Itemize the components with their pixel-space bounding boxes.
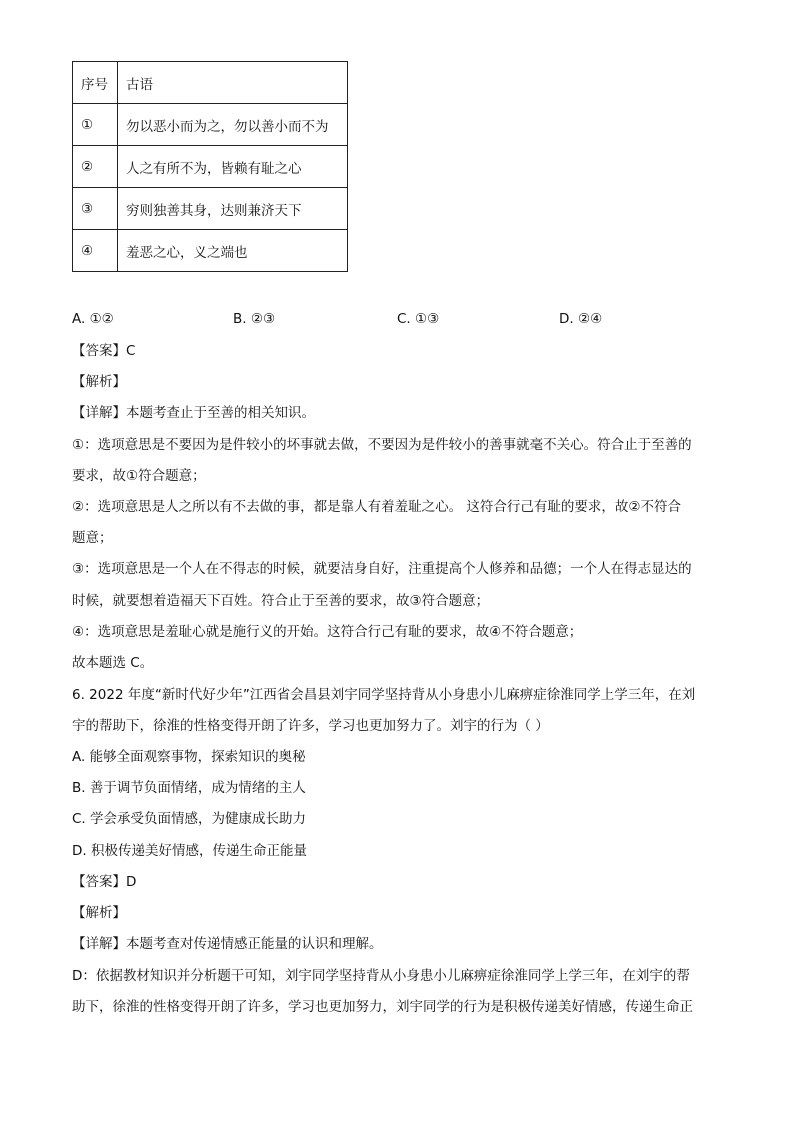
q6-option-a: A. 能够全面观察事物，探索知识的奥秘 (72, 749, 306, 765)
q5-option-b: B. ②③ (233, 311, 276, 327)
q6-option-b: B. 善于调节负面情绪，成为情绪的主人 (72, 780, 306, 796)
table-cell-text: 勿以恶小而为之，勿以善小而不为 (118, 104, 348, 146)
table-row (73, 146, 348, 188)
ancient-sayings-table (72, 61, 348, 272)
q5-analysis-label: 【解析】 (72, 374, 126, 390)
table-cell-text: 羞恶之心，义之端也 (118, 230, 348, 272)
table-row (73, 230, 348, 272)
table-cell-num: ③ (73, 188, 118, 230)
q5-detail-line: ②：选项意思是人之所以有不去做的事，都是靠人有着羞耻之心。 这符合行己有耻的要求，故②不符合 (72, 499, 681, 515)
q5-detail-line: ④：选项意思是羞耻心就是施行义的开始。这符合行己有耻的要求，故④不符合题意； (72, 624, 583, 640)
q6-detail-line: 【详解】本题考查对传递情感正能量的认识和理解。 (72, 936, 383, 952)
q5-detail-line: ①：选项意思是不要因为是件较小的坏事就去做，不要因为是件较小的善事就毫不关心。符合止于至善的 (72, 437, 692, 453)
q6-option-d: D. 积极传递美好情感，传递生命正能量 (72, 843, 307, 859)
q6-detail-line: D：依据教材知识并分析题干可知，刘宇同学坚持背从小身患小儿麻痹症徐淮同学上学三年，在刘宇的帮 (72, 968, 690, 984)
q5-options (72, 311, 722, 329)
table-row (73, 188, 348, 230)
table-cell-text: 人之有所不为，皆赖有耻之心 (118, 146, 348, 188)
q6-detail-line: 助下，徐淮的性格变得开朗了许多，学习也更加努力，刘宇同学的行为是积极传递美好情感，传递生命正 (72, 999, 693, 1015)
q5-detail-line: 题意； (72, 530, 113, 546)
q6-answer: 【答案】D (72, 874, 137, 890)
q5-answer: 【答案】C (72, 343, 136, 359)
q5-detail-line: 要求，故①符合题意； (72, 468, 206, 484)
q5-detail-line: ③：选项意思是一个人在不得志的时候，就要洁身自好，注重提高个人修养和品德；一个人在得志显达的 (72, 561, 692, 577)
q6-stem-line: 6. 2022 年度“新时代好少年”江西省会昌县刘宇同学坚持背从小身患小儿麻痹症徐淮同学上学三年，在刘 (72, 687, 696, 703)
q5-option-c: C. ①③ (397, 311, 440, 327)
q5-option-d: D. ②④ (559, 311, 603, 327)
q6-option-c: C. 学会承受负面情感，为健康成长助力 (72, 811, 307, 827)
q6-analysis-label: 【解析】 (72, 905, 126, 921)
table-row (73, 104, 348, 146)
table-cell-text: 穷则独善其身，达则兼济天下 (118, 188, 348, 230)
q5-conclusion: 故本题选 C。 (72, 655, 154, 671)
q5-detail-line: 时候，就要想着造福天下百姓。符合止于至善的要求，故③符合题意； (72, 593, 490, 609)
q6-stem-line: 宇的帮助下，徐淮的性格变得开朗了许多，学习也更加努力了。刘宇的行为（ ） (72, 718, 549, 734)
table-cell-num: ④ (73, 230, 118, 272)
table-header-cell: 古语 (118, 62, 348, 104)
table-cell-num: ② (73, 146, 118, 188)
q5-option-a: A. ①② (72, 311, 114, 327)
table-header-row (73, 62, 348, 104)
q5-detail-line: 【详解】本题考查止于至善的相关知识。 (72, 405, 315, 421)
table-cell-num: ① (73, 104, 118, 146)
table-header-cell: 序号 (73, 62, 118, 104)
